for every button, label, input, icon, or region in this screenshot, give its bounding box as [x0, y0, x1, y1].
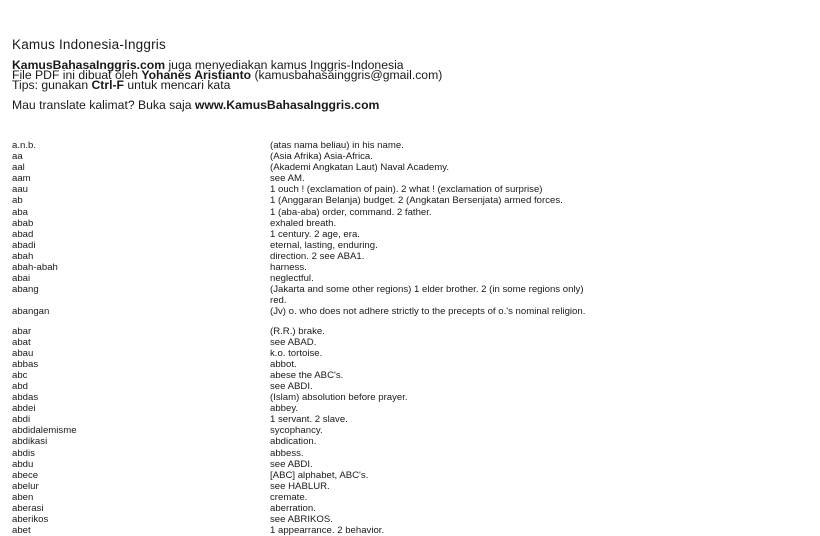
intro-block: [12, 60, 442, 90]
dictionary-entry: [12, 481, 812, 492]
entry-term: abc: [12, 369, 28, 381]
entry-definition: [270, 207, 812, 218]
entry-definition: [270, 448, 812, 459]
entry-definition: [270, 140, 812, 151]
entry-term: abah: [12, 250, 34, 262]
entry-definition-line: see ABDI.: [270, 458, 313, 470]
entry-definition-line: 1 (aba-aba) order, command. 2 father.: [270, 206, 432, 218]
dictionary-entry: [12, 503, 812, 514]
dictionary-entry: [12, 436, 812, 447]
dictionary-entry: [12, 448, 812, 459]
entry-term: abdidalemisme: [12, 425, 77, 437]
entry-definition-line: (Islam) absolution before prayer.: [270, 392, 408, 404]
entry-term: abadi: [12, 239, 36, 251]
entry-definition-line: neglectful.: [270, 273, 314, 285]
dictionary-entry: [12, 370, 812, 381]
dictionary-entry: [12, 251, 812, 262]
entry-term: aba: [12, 206, 29, 218]
entry-definition-line: k.o. tortoise.: [270, 347, 323, 359]
entry-term: abdis: [12, 447, 35, 459]
entry-term: abece: [12, 469, 39, 481]
dictionary-entry: [12, 492, 812, 503]
dictionary-entry: [12, 403, 812, 414]
entry-term: abar: [12, 325, 32, 337]
entry-term: abab: [12, 217, 34, 229]
entry-term: aau: [12, 184, 29, 196]
dictionary-entry: [12, 284, 812, 306]
dictionary-entry: [12, 162, 812, 173]
dictionary-entry: [12, 229, 812, 240]
entry-definition-line: abese the ABC's.: [270, 369, 344, 381]
dictionary-entry: [12, 273, 812, 284]
entry-term: aberasi: [12, 503, 44, 514]
shortcut-key: Ctrl-F: [91, 78, 124, 92]
entry-definition: [270, 514, 812, 525]
dictionary-entry: [12, 184, 812, 195]
dictionary-entry: [12, 218, 812, 229]
dictionary-entry: [12, 151, 812, 162]
dictionary-entry: [12, 348, 812, 359]
entry-term: abdikasi: [12, 436, 48, 448]
dictionary-entry: [12, 306, 812, 317]
dictionary-entry: [12, 140, 812, 151]
entry-definition: [270, 459, 812, 470]
entry-term: abad: [12, 228, 34, 240]
entry-definition-line: eternal, lasting, enduring.: [270, 239, 378, 251]
entry-definition: [270, 503, 812, 514]
entry-term: abelur: [12, 480, 39, 492]
entry-definition-line: 1 ouch ! (exclamation of pain). 2 what ! (exclamation of surprise): [270, 184, 543, 196]
dictionary-entry: [12, 326, 812, 337]
entry-definition: [270, 359, 812, 370]
entry-term: abdei: [12, 403, 36, 415]
entry-definition: [270, 262, 812, 273]
entry-gap: [12, 318, 812, 326]
entry-definition: [270, 240, 812, 251]
entry-definition-line: see AM.: [270, 173, 305, 185]
dictionary-entry: [12, 525, 812, 536]
entry-definition-line: (R.R.) brake.: [270, 325, 325, 337]
entry-definition: [270, 218, 812, 229]
entry-term: aam: [12, 173, 31, 185]
entry-definition: [270, 414, 812, 425]
entry-definition-line: cremate.: [270, 491, 308, 503]
entry-definition: [270, 425, 812, 436]
entry-definition: [270, 326, 812, 337]
entry-term: abdu: [12, 458, 34, 470]
entry-definition-line: 1 appearrance. 2 behavior.: [270, 525, 385, 536]
entry-definition-line: harness.: [270, 262, 307, 274]
entry-definition-line: abdication.: [270, 436, 317, 448]
dictionary-entry: [12, 173, 812, 184]
entry-term: aberikos: [12, 514, 49, 526]
entry-definition-line: [ABC] alphabet, ABC's.: [270, 469, 369, 481]
entry-term: abau: [12, 347, 34, 359]
entry-term: aal: [12, 162, 25, 174]
intro-line-3: Tips: gunakan Ctrl-F untuk mencari kata: [12, 78, 231, 92]
entry-definition-line: abbey.: [270, 403, 299, 415]
dictionary-entry: [12, 195, 812, 206]
entry-definition: [270, 251, 812, 262]
entry-term: aa: [12, 151, 23, 163]
entry-definition: [270, 525, 812, 536]
site-link[interactable]: www.KamusBahasaInggris.com: [194, 98, 380, 112]
entry-definition-line: abbess.: [270, 447, 304, 459]
entry-term: abd: [12, 380, 29, 392]
entry-definition-line: see ABRIKOS.: [270, 514, 333, 526]
author-name: Yohanes Aristianto: [141, 68, 252, 82]
site-name: KamusBahasaInggris.com: [12, 58, 166, 72]
entry-term: abdas: [12, 392, 39, 404]
dictionary-entry: [12, 207, 812, 218]
entry-definition-line: 1 century. 2 age, era.: [270, 228, 360, 240]
entry-definition-line: see ABAD.: [270, 336, 317, 348]
entry-definition: [270, 151, 812, 162]
entry-definition-line: (Akademi Angkatan Laut) Naval Academy.: [270, 162, 450, 174]
entry-definition: [270, 470, 812, 481]
entry-definition: [270, 229, 812, 240]
dictionary-entry: [12, 459, 812, 470]
entry-definition: [270, 381, 812, 392]
entry-definition-line: abbot.: [270, 358, 297, 370]
entry-definition: [270, 173, 812, 184]
entry-definition: [270, 195, 812, 206]
dictionary-entry: [12, 470, 812, 481]
entry-definition-line: red.: [270, 295, 287, 307]
entry-definition: [270, 403, 812, 414]
entry-definition: [270, 481, 812, 492]
entry-definition: [270, 162, 812, 173]
entry-term: ab: [12, 195, 23, 207]
entry-definition-line: see HABLUR.: [270, 480, 330, 492]
entry-term: abangan: [12, 306, 50, 318]
entry-term: abdi: [12, 414, 31, 426]
translate-cta: Mau translate kalimat? Buka saja www.KamusBahasaInggris.com: [12, 98, 380, 112]
document-title: Kamus Indonesia-Inggris: [12, 37, 166, 52]
entry-term: abah-abah: [12, 262, 58, 274]
entry-definition-line: (atas nama beliau) in his name.: [270, 140, 404, 151]
entry-definition: [270, 492, 812, 503]
entry-definition: [270, 184, 812, 195]
entry-definition-line: sycophancy.: [270, 425, 323, 437]
entry-term: abang: [12, 284, 39, 296]
entry-term: abat: [12, 336, 31, 348]
dictionary-list: [12, 140, 812, 536]
entry-definition-line: see ABDI.: [270, 380, 313, 392]
entry-term: aben: [12, 491, 34, 503]
entry-definition-line: direction. 2 see ABA1.: [270, 250, 365, 262]
dictionary-entry: [12, 392, 812, 403]
dictionary-entry: [12, 337, 812, 348]
dictionary-entry: [12, 425, 812, 436]
entry-term: a.n.b.: [12, 140, 37, 151]
intro-line-1: KamusBahasaInggris.com juga menyediakan kamus Inggris-Indonesia: [12, 58, 404, 72]
entry-definition-line: (Jv) o. who does not adhere strictly to the precepts of o.'s nominal religion.: [270, 306, 586, 318]
entry-definition: [270, 370, 812, 381]
entry-term: abet: [12, 525, 31, 536]
dictionary-entry: [12, 514, 812, 525]
entry-definition-line: (Jakarta and some other regions) 1 elder brother. 2 (in some regions only): [270, 284, 584, 296]
intro-line-2: File PDF ini dibuat oleh Yohanes Aristianto (kamusbahasainggris@gmail.com): [12, 68, 443, 82]
entry-definition: [270, 348, 812, 359]
dictionary-entry: [12, 381, 812, 392]
entry-definition-line: exhaled breath.: [270, 217, 337, 229]
entry-definition-line: 1 servant. 2 slave.: [270, 414, 348, 426]
entry-definition: [270, 273, 812, 284]
entry-definition: [270, 306, 812, 317]
entry-definition-line: aberration.: [270, 503, 316, 514]
dictionary-entry: [12, 262, 812, 273]
entry-definition-line: (Asia Afrika) Asia-Africa.: [270, 151, 373, 163]
entry-definition-line: 1 (Anggaran Belanja) budget. 2 (Angkatan Bersenjata) armed forces.: [270, 195, 563, 207]
dictionary-entry: [12, 359, 812, 370]
dictionary-entry: [12, 240, 812, 251]
entry-term: abai: [12, 273, 31, 285]
dictionary-entry: [12, 414, 812, 425]
entry-definition: [270, 436, 812, 447]
entry-definition: [270, 392, 812, 403]
entry-definition: [270, 337, 812, 348]
entry-term: abbas: [12, 358, 39, 370]
entry-definition: [270, 284, 812, 306]
